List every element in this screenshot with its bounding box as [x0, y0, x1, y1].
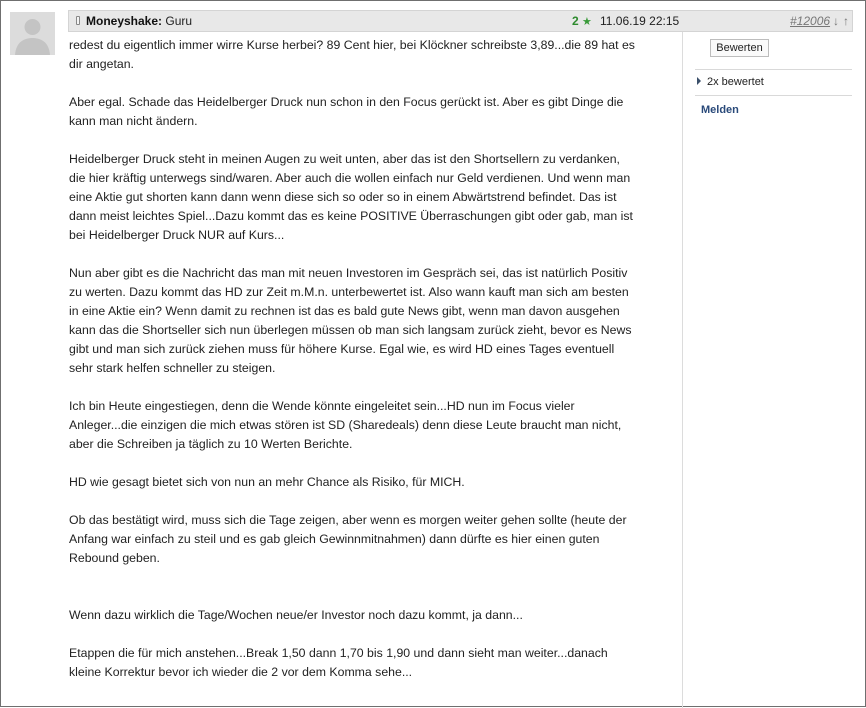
report-link[interactable]: Melden — [701, 104, 739, 116]
post-date: 11.06.19 22:15 — [600, 14, 680, 28]
post-paragraph: Wenn dazu wirklich die Tage/Wochen neue/er Investor noch dazu kommt, ja dann... — [69, 608, 523, 622]
previous-post-arrow-icon[interactable]: ↑ — [843, 14, 849, 28]
star-icon: ★ — [582, 16, 592, 28]
author — [86, 11, 192, 31]
post-paragraph: redest du eigentlich immer wirre Kurse herbei? 89 Cent hier, bei Klöckner schreibste 3,89...die 89 hat es dir angetan. — [69, 38, 635, 71]
star-rating — [572, 11, 592, 32]
next-post-arrow-icon[interactable]: ↓ — [833, 14, 839, 28]
post-paragraph: Aber egal. Schade das Heidelberger Druck nun schon in den Focus gerückt ist. Aber es gibt Dinge die kann man nicht ändern. — [69, 95, 624, 128]
avatar[interactable] — [10, 12, 55, 55]
post-paragraph: Heidelberger Druck steht in meinen Augen zu weit unten, aber das ist den Shortsellern zu verdanken, die hier kräftig unterwegs sind/waren. Aber auch die wollen einfach nur Geld verdienen. Und wenn man eine Aktie gut shorten kann dann wenn diese sich so oder so in einem Abwärtstrend befindet. Das ist dann meist leichtes Spiel...Dazu kommt das es keine POSITIVE Überraschungen gibt oder gab, man ist bei Heidelberger Druck NUR auf Kurs... — [69, 152, 633, 242]
rated-count-label: 2x bewertet — [707, 76, 764, 88]
sidebar-separator — [695, 95, 852, 96]
post-paragraph: Etappen die für mich anstehen...Break 1,50 dann 1,70 bis 1,90 und dann sieht man weiter...danach kleine Korrektur bevor ich wieder die 2 vor dem Komma sehe... — [69, 646, 608, 679]
rated-count-toggle[interactable] — [698, 76, 764, 88]
post-body — [69, 36, 639, 701]
sidebar-separator — [695, 69, 852, 70]
author-name[interactable]: Moneyshake: — [86, 14, 163, 28]
rate-button[interactable]: Bewerten — [710, 39, 769, 57]
sidebar-divider — [682, 32, 683, 708]
post-paragraph: Ob das bestätigt wird, muss sich die Tage zeigen, aber wenn es morgen weiter gehen sollte (heute der Anfang war einfach zu steil und es gab gleich Gewinnmitnahmen) dann dürfte es hier einen guten Rebound geben. — [69, 513, 627, 565]
mobile-phone-icon — [76, 16, 80, 25]
post-reference-link[interactable]: #12006 — [790, 14, 831, 28]
post-paragraph: HD wie gesagt bietet sich von nun an mehr Chance als Risiko, für MICH. — [69, 475, 465, 489]
author-rank: Guru — [165, 14, 193, 28]
post-paragraph: Ich bin Heute eingestiegen, denn die Wende könnte eingeleitet sein...HD nun im Focus vieler Anleger...die einzigen die mich etwas stören ist SD (Sharedeals) denn diese Leute braucht man nicht, aber die Schreiben ja täglich zu 10 Werten Berichte. — [69, 399, 622, 451]
post-paragraph: Nun aber gibt es die Nachricht das man mit neuen Investoren im Gespräch sei, das ist natürlich Positiv zu werten. Dazu kommt das HD zur Zeit m.M.n. unterbewertet ist. Also wann kauft man sich am besten in eine Aktie ein? Wenn damit zu rechnen ist das es bald gute News gibt, wenn man davon ausgehen kann das die Shortseller sich nun überlegen müssen ob man sich langsam zurück zieht, bevor es News gibt und man sich zurück ziehen muss für höhere Kurse. Egal wie, es wird HD eines Tages eventuell sehr stark helfen schneller zu steigen. — [69, 266, 632, 375]
star-count: 2 — [572, 14, 579, 28]
post-header — [68, 10, 853, 32]
avatar-silhouette-icon — [10, 12, 55, 55]
